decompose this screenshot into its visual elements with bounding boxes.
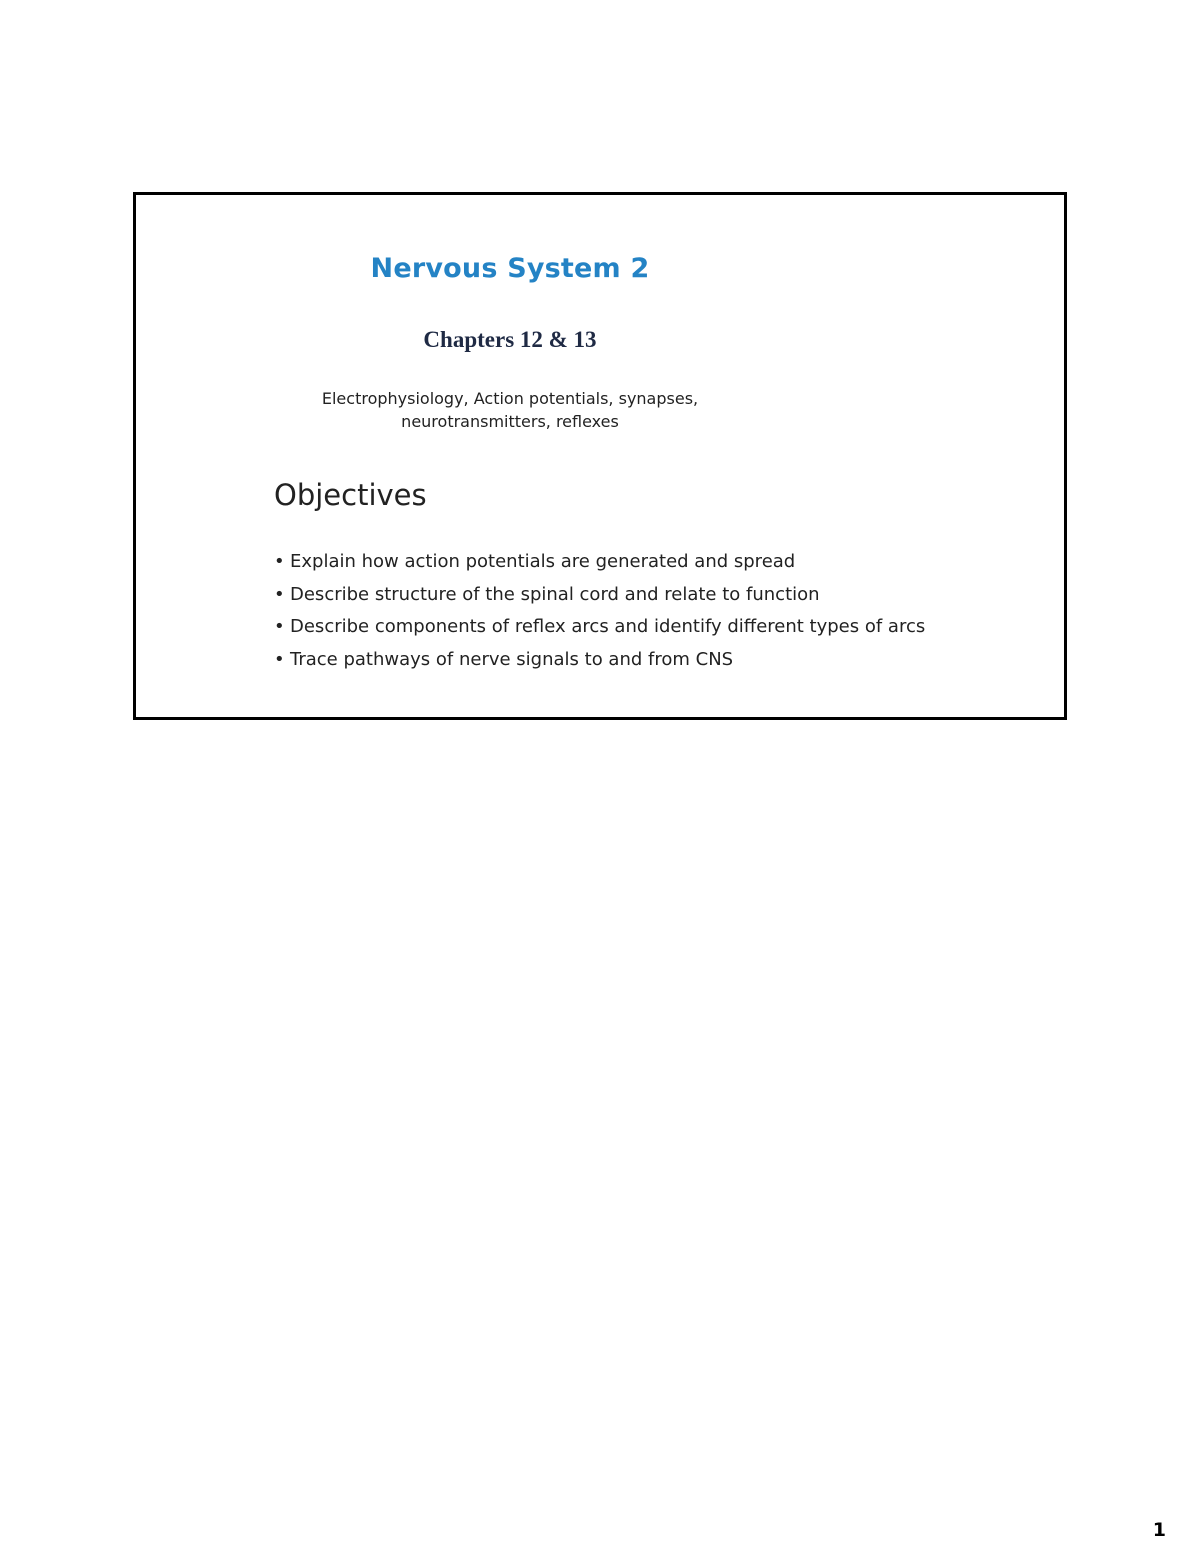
bullet-icon: • (274, 583, 285, 605)
bullet-icon: • (274, 551, 285, 572)
slide-subtitle: Chapters 12 & 13 (423, 327, 597, 352)
bullet-icon: • (274, 616, 285, 637)
topics-line-2: neurotransmitters, reflexes (401, 412, 619, 431)
list-item (274, 546, 925, 579)
slide-frame (133, 192, 1067, 720)
list-item (274, 644, 925, 677)
objectives-list (274, 546, 925, 676)
bullet-icon: • (274, 648, 285, 670)
page-number: 1 (1152, 1519, 1166, 1541)
list-item-text: Describe components of reflex arcs and identify different types of arcs (290, 616, 926, 637)
slide-title: Nervous System 2 (370, 253, 650, 284)
list-item-text: Trace pathways of nerve signals to and from CNS (290, 648, 734, 670)
topics-text (136, 387, 884, 433)
list-item (274, 579, 925, 612)
list-item-text: Explain how action potentials are generated and spread (290, 551, 796, 572)
list-item (274, 611, 925, 644)
list-item-text: Describe structure of the spinal cord and relate to function (290, 583, 820, 605)
objectives-heading: Objectives (274, 478, 427, 512)
topics-line-1: Electrophysiology, Action potentials, synapses, (321, 389, 699, 408)
